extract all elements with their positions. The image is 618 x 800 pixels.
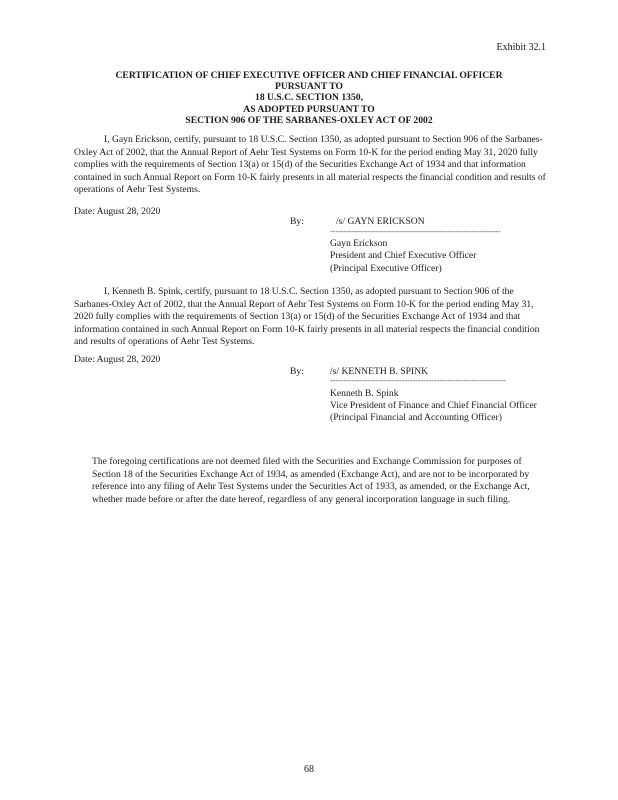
ceo-role: (Principal Executive Officer): [330, 263, 442, 274]
cfo-title: Vice President of Finance and Chief Financial Officer: [330, 400, 537, 411]
title-line-1: CERTIFICATION OF CHIEF EXECUTIVE OFFICER AND CHIEF FINANCIAL OFFICER: [115, 70, 503, 81]
document-title: [74, 70, 544, 126]
cfo-certification-paragraph: I, Kenneth B. Spink, certify, pursuant to 18 U.S.C. Section 1350, as adopted pursuant to Section 906 of the Sarbanes-Oxley Act of 2002, that the Annual Report of Aehr Test Systems on Form 10-K for the period ending May 31, 2020 fully complies with the requirements of Section 13(a) or 15(d) of the Securities Exchange Act of 1934 and that information contained in such Annual Report on Form 10-K fairly presents in all material respects the financial condition and results of operations of Aehr Test Systems.: [74, 286, 540, 348]
title-line-3: 18 U.S.C. SECTION 1350,: [255, 92, 363, 104]
title-line-5: SECTION 906 OF THE SARBANES-OXLEY ACT OF 2002: [185, 114, 433, 126]
cfo-signature-rule: ------------------------------------------------------------------: [330, 377, 506, 385]
title-line-2: PURSUANT TO: [275, 81, 343, 93]
ceo-date: Date: August 28, 2020: [74, 206, 161, 217]
exhibit-label: Exhibit 32.1: [496, 42, 546, 53]
ceo-certification-paragraph: I, Gayn Erickson, certify, pursuant to 18 U.S.C. Section 1350, as adopted pursuant to Section 906 of the Sarbanes-Oxley Act of 2002, that the Annual Report of Aehr Test Systems on Form 10-K for the period ending May 31, 2020 fully complies with the requirements of Section 13(a) or 15(d) of the Securities Exchange Act of 1934 and that information contained in such Annual Report on Form 10-K fairly presents in all material respects the financial condition and results of operations of Aehr Test Systems.: [74, 134, 546, 196]
ceo-title: President and Chief Executive Officer: [330, 250, 477, 261]
disclaimer-paragraph: The foregoing certifications are not deemed filed with the Securities and Exchange Commission for purposes of Section 18 of the Securities Exchange Act of 1934, as amended (Exchange Act), and are not to be incorporated by reference into any filing of Aehr Test Systems under the Securities Act of 1933, as amended, or the Exchange Act, whether made before or after the date hereof, regardless of any general incorporation language in such filing.: [92, 456, 530, 505]
ceo-by-label: By:: [290, 216, 304, 227]
cfo-date: Date: August 28, 2020: [74, 354, 161, 365]
page-number: 68: [304, 764, 314, 775]
cfo-by-label: By:: [290, 366, 304, 377]
cfo-name: Kenneth B. Spink: [330, 388, 399, 399]
cfo-role: (Principal Financial and Accounting Officer): [330, 412, 502, 423]
ceo-name: Gayn Erickson: [330, 238, 388, 249]
ceo-signature: /s/ GAYN ERICKSON: [336, 216, 425, 227]
title-line-4: AS ADOPTED PURSUANT TO: [243, 103, 375, 115]
ceo-signature-rule: ----------------------------------------------------------------: [330, 228, 501, 236]
cfo-signature: /s/ KENNETH B. SPINK: [330, 366, 429, 377]
